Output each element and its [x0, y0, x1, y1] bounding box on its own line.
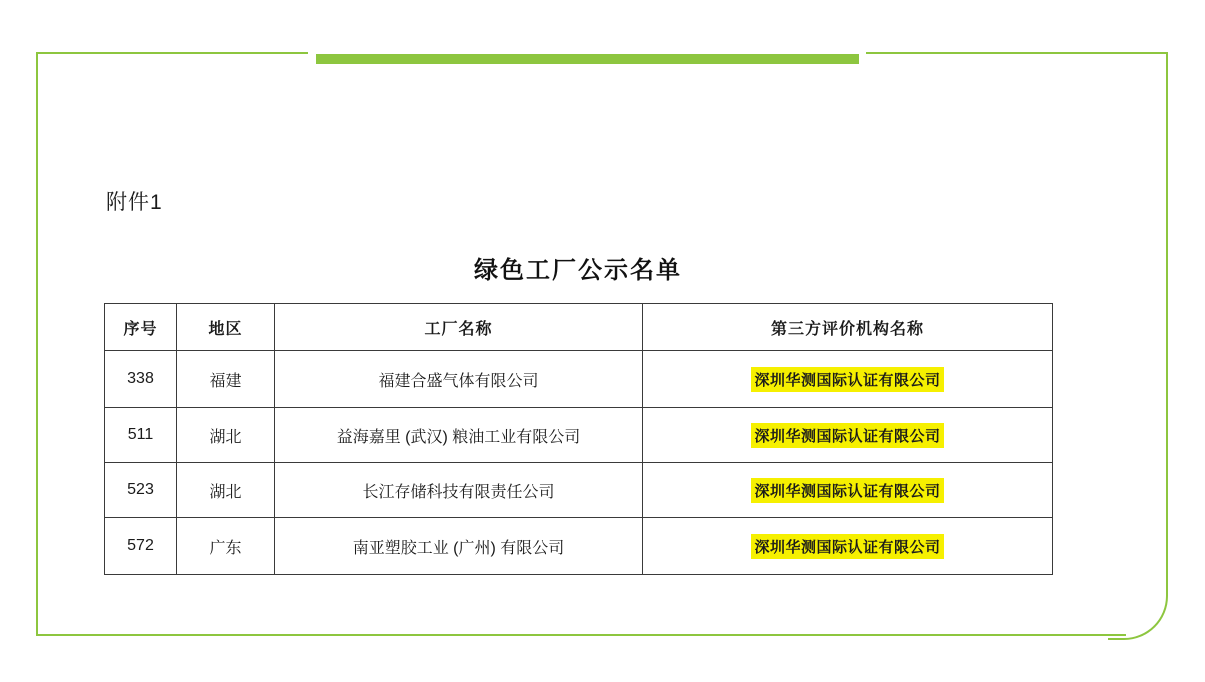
attachment-label: 附件1 [106, 191, 163, 214]
highlighted-organization: 深圳华测国际认证有限公司 [751, 423, 943, 448]
table-row [105, 463, 1053, 518]
cell-no: 338 [105, 351, 177, 408]
cell-no: 523 [105, 463, 177, 518]
cell-factory: 南亚塑胶工业 (广州) 有限公司 [275, 518, 643, 575]
highlighted-organization: 深圳华测国际认证有限公司 [751, 534, 943, 559]
table-row [105, 351, 1053, 408]
highlighted-organization: 深圳华测国际认证有限公司 [751, 367, 943, 392]
cell-region: 福建 [177, 351, 275, 408]
frame-top-left-border [36, 52, 308, 54]
cell-region: 湖北 [177, 408, 275, 463]
frame-right-border [1166, 52, 1168, 592]
green-factory-table [104, 303, 1053, 575]
cell-region: 广东 [177, 518, 275, 575]
column-header-factory: 工厂名称 [275, 304, 643, 351]
cell-no: 572 [105, 518, 177, 575]
cell-no: 511 [105, 408, 177, 463]
cell-organization [643, 351, 1053, 408]
cell-factory: 福建合盛气体有限公司 [275, 351, 643, 408]
frame-bottom-border [36, 634, 1126, 636]
frame-top-accent-bar [316, 54, 859, 64]
table-header [105, 304, 1053, 351]
column-header-no: 序号 [105, 304, 177, 351]
cell-region: 湖北 [177, 463, 275, 518]
table-row [105, 408, 1053, 463]
table-header-row [105, 304, 1053, 351]
frame-top-right-border [866, 52, 1166, 54]
table-row [105, 518, 1053, 575]
cell-organization [643, 518, 1053, 575]
cell-factory: 益海嘉里 (武汉) 粮油工业有限公司 [275, 408, 643, 463]
cell-organization [643, 408, 1053, 463]
table-body [105, 351, 1053, 575]
frame-corner-arc [1108, 580, 1168, 640]
cell-organization [643, 463, 1053, 518]
document-content [104, 186, 1104, 575]
column-header-organization: 第三方评价机构名称 [643, 304, 1053, 351]
highlighted-organization: 深圳华测国际认证有限公司 [751, 478, 943, 503]
cell-factory: 长江存储科技有限责任公司 [275, 463, 643, 518]
column-header-region: 地区 [177, 304, 275, 351]
frame-left-border [36, 52, 38, 636]
page-title: 绿色工厂公示名单 [474, 257, 682, 284]
